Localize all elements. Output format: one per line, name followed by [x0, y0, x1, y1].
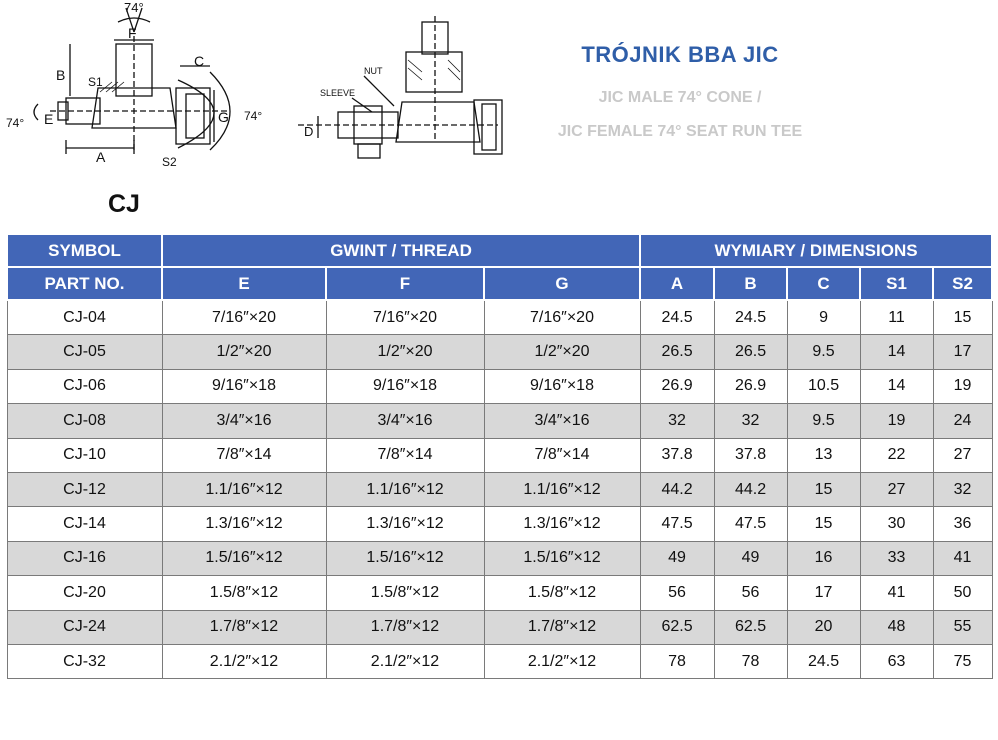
- table-cell: 15: [787, 507, 860, 541]
- table-cell: 78: [714, 644, 787, 678]
- label-s2: S2: [162, 155, 177, 169]
- part-number-cell: CJ-32: [7, 644, 162, 678]
- table-row: [7, 438, 992, 472]
- table-cell: 44.2: [714, 472, 787, 506]
- table-cell: 1.5/16″×12: [326, 541, 484, 575]
- table-cell: 24: [933, 404, 992, 438]
- table-cell: 1.1/16″×12: [162, 472, 326, 506]
- table-cell: 19: [933, 369, 992, 403]
- part-number-cell: CJ-12: [7, 472, 162, 506]
- table-cell: 1.3/16″×12: [326, 507, 484, 541]
- label-angle-right: 74°: [244, 109, 263, 123]
- table-cell: 7/8″×14: [484, 438, 640, 472]
- part-number-cell: CJ-14: [7, 507, 162, 541]
- header-col-a: A: [640, 267, 714, 300]
- table-cell: 2.1/2″×12: [162, 644, 326, 678]
- table-cell: 9.5: [787, 404, 860, 438]
- table-cell: 26.5: [714, 335, 787, 369]
- table-cell: 1/2″×20: [162, 335, 326, 369]
- label-s1: S1: [88, 75, 103, 89]
- table-cell: 48: [860, 610, 933, 644]
- table-cell: 50: [933, 576, 992, 610]
- table-cell: 1.7/8″×12: [162, 610, 326, 644]
- dimensions-table: [6, 233, 993, 679]
- header-col-f: F: [326, 267, 484, 300]
- table-cell: 1.7/8″×12: [326, 610, 484, 644]
- table-cell: 26.5: [640, 335, 714, 369]
- table-cell: 3/4″×16: [484, 404, 640, 438]
- table-cell: 56: [714, 576, 787, 610]
- table-cell: 13: [787, 438, 860, 472]
- table-cell: 27: [933, 438, 992, 472]
- table-cell: 1.5/16″×12: [484, 541, 640, 575]
- table-cell: 16: [787, 541, 860, 575]
- table-cell: 15: [787, 472, 860, 506]
- table-cell: 7/16″×20: [484, 300, 640, 335]
- header-col-s1: S1: [860, 267, 933, 300]
- part-number-cell: CJ-08: [7, 404, 162, 438]
- table-cell: 26.9: [714, 369, 787, 403]
- table-cell: 7/8″×14: [326, 438, 484, 472]
- table-cell: 1.3/16″×12: [162, 507, 326, 541]
- table-cell: 63: [860, 644, 933, 678]
- table-cell: 9/16″×18: [162, 369, 326, 403]
- table-cell: 9: [787, 300, 860, 335]
- header-col-b: B: [714, 267, 787, 300]
- header-col-c: C: [787, 267, 860, 300]
- table-cell: 17: [933, 335, 992, 369]
- table-cell: 44.2: [640, 472, 714, 506]
- table-cell: 1.5/8″×12: [326, 576, 484, 610]
- table-cell: 15: [933, 300, 992, 335]
- table-row: [7, 472, 992, 506]
- table-cell: 47.5: [714, 507, 787, 541]
- table-cell: 56: [640, 576, 714, 610]
- header-col-e: E: [162, 267, 326, 300]
- table-cell: 19: [860, 404, 933, 438]
- model-code: CJ: [108, 190, 140, 218]
- table-cell: 7/16″×20: [326, 300, 484, 335]
- table-cell: 47.5: [640, 507, 714, 541]
- table-cell: 2.1/2″×12: [484, 644, 640, 678]
- table-row: [7, 507, 992, 541]
- table-row: [7, 644, 992, 678]
- header-part-no: PART NO.: [7, 267, 162, 300]
- table-row: [7, 576, 992, 610]
- table-cell: 24.5: [787, 644, 860, 678]
- table-cell: 7/16″×20: [162, 300, 326, 335]
- label-c: C: [194, 53, 205, 69]
- header-thread-group: GWINT / THREAD: [162, 234, 640, 267]
- table-row: [7, 369, 992, 403]
- table-row: [7, 541, 992, 575]
- label-f: F: [128, 25, 137, 41]
- part-number-cell: CJ-05: [7, 335, 162, 369]
- table-cell: 1.5/8″×12: [162, 576, 326, 610]
- tee-fitting-assembly-drawing: [298, 12, 530, 172]
- part-number-cell: CJ-06: [7, 369, 162, 403]
- table-cell: 32: [714, 404, 787, 438]
- table-cell: 9/16″×18: [484, 369, 640, 403]
- table-cell: 11: [860, 300, 933, 335]
- table-row: [7, 300, 992, 335]
- table-cell: 2.1/2″×12: [326, 644, 484, 678]
- table-cell: 78: [640, 644, 714, 678]
- table-cell: 9.5: [787, 335, 860, 369]
- table-cell: 9/16″×18: [326, 369, 484, 403]
- table-cell: 75: [933, 644, 992, 678]
- table-cell: 49: [714, 541, 787, 575]
- table-cell: 1.3/16″×12: [484, 507, 640, 541]
- product-title: TRÓJNIK BBA JIC: [581, 42, 779, 67]
- table-cell: 1.5/8″×12: [484, 576, 640, 610]
- title-block: [500, 42, 860, 149]
- table-row: [7, 404, 992, 438]
- table-cell: 22: [860, 438, 933, 472]
- label-sleeve: SLEEVE: [320, 88, 356, 98]
- label-g: G: [218, 109, 229, 125]
- label-d: D: [304, 124, 314, 139]
- part-number-cell: CJ-10: [7, 438, 162, 472]
- table-cell: 1.1/16″×12: [484, 472, 640, 506]
- table-cell: 7/8″×14: [162, 438, 326, 472]
- table-cell: 1/2″×20: [326, 335, 484, 369]
- label-angle-left: 74°: [6, 116, 25, 130]
- table-cell: 20: [787, 610, 860, 644]
- table-cell: 37.8: [640, 438, 714, 472]
- label-b: B: [56, 67, 66, 83]
- table-cell: 1.7/8″×12: [484, 610, 640, 644]
- label-nut: NUT: [364, 66, 383, 76]
- table-cell: 62.5: [714, 610, 787, 644]
- table-cell: 33: [860, 541, 933, 575]
- table-body: [7, 300, 992, 679]
- part-number-cell: CJ-04: [7, 300, 162, 335]
- table-cell: 24.5: [714, 300, 787, 335]
- part-number-cell: CJ-24: [7, 610, 162, 644]
- table-cell: 3/4″×16: [326, 404, 484, 438]
- product-subtitle-line2: JIC FEMALE 74° SEAT RUN TEE: [557, 123, 803, 140]
- table-row: [7, 335, 992, 369]
- table-cell: 41: [933, 541, 992, 575]
- table-cell: 24.5: [640, 300, 714, 335]
- table-row: [7, 610, 992, 644]
- tee-fitting-dimension-drawing: [0, 0, 285, 185]
- table-cell: 1.5/16″×12: [162, 541, 326, 575]
- header-col-s2: S2: [933, 267, 992, 300]
- table-cell: 37.8: [714, 438, 787, 472]
- table-cell: 1/2″×20: [484, 335, 640, 369]
- part-number-cell: CJ-16: [7, 541, 162, 575]
- label-e: E: [44, 111, 54, 127]
- table-cell: 3/4″×16: [162, 404, 326, 438]
- header-symbol: SYMBOL: [7, 234, 162, 267]
- table-cell: 62.5: [640, 610, 714, 644]
- table-cell: 49: [640, 541, 714, 575]
- table-cell: 32: [933, 472, 992, 506]
- table-cell: 30: [860, 507, 933, 541]
- header-col-g: G: [484, 267, 640, 300]
- header-dimensions-group: WYMIARY / DIMENSIONS: [640, 234, 992, 267]
- table-cell: 32: [640, 404, 714, 438]
- label-angle-top: 74°: [124, 0, 144, 15]
- part-number-cell: CJ-20: [7, 576, 162, 610]
- table-cell: 55: [933, 610, 992, 644]
- table-cell: 1.1/16″×12: [326, 472, 484, 506]
- table-cell: 14: [860, 335, 933, 369]
- table-cell: 10.5: [787, 369, 860, 403]
- table-cell: 14: [860, 369, 933, 403]
- table-cell: 41: [860, 576, 933, 610]
- table-cell: 27: [860, 472, 933, 506]
- label-a: A: [96, 149, 106, 165]
- table-cell: 36: [933, 507, 992, 541]
- table-cell: 26.9: [640, 369, 714, 403]
- product-subtitle-line1: JIC MALE 74° CONE /: [598, 89, 762, 106]
- table-cell: 17: [787, 576, 860, 610]
